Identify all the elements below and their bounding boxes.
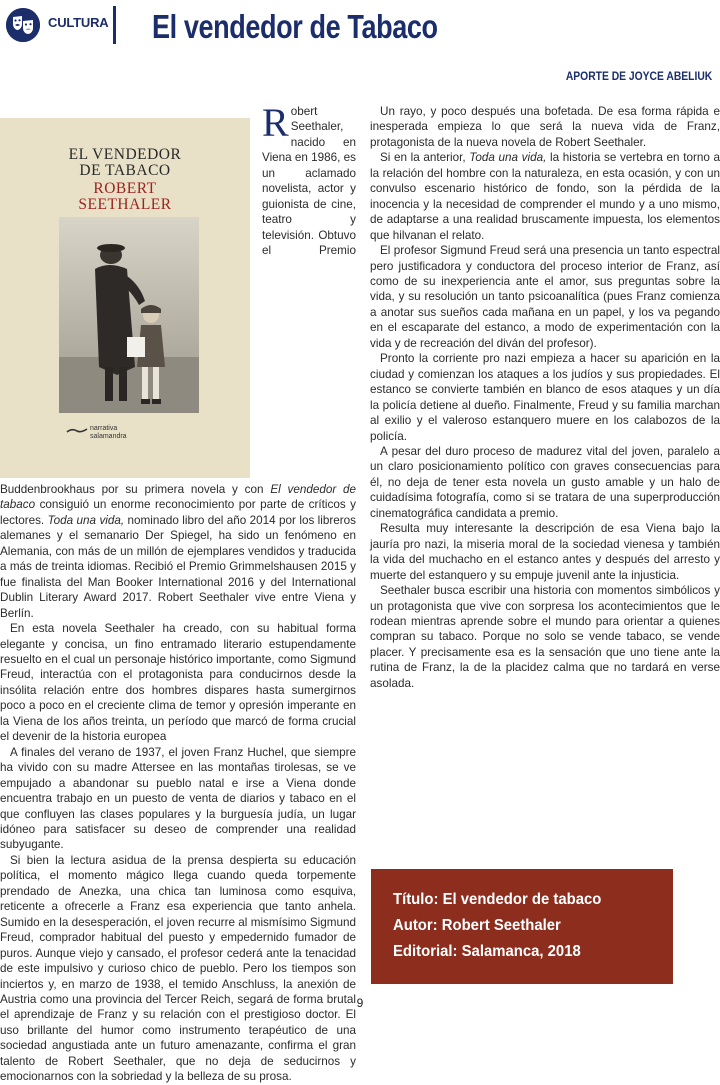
header-divider bbox=[113, 6, 116, 44]
article-paragraph: Pronto la corriente pro nazi empieza a hacer su aparición en la ciudad y comienzan los ataques a los judíos y sus propiedades. El estanco se convierte también en blanco de esos ataques y un día la policía detiene al dueño. Finalmente, Freud y su familia marchan al exilio y el valeroso estanquero muere en los calabozos de la policía. bbox=[370, 352, 720, 443]
cover-author: ROBERT SEETHALER bbox=[78, 180, 172, 213]
cover-photo bbox=[59, 217, 199, 413]
imprint-series: narrativa bbox=[90, 425, 118, 432]
book-publisher-info: Editorial: Salamanca, 2018 bbox=[393, 943, 581, 960]
book-cover-image bbox=[0, 118, 250, 478]
section-label: CULTURA bbox=[48, 15, 109, 30]
article-column-left bbox=[0, 100, 357, 1084]
book-author-info: Autor: Robert Seethaler bbox=[393, 917, 561, 934]
article-paragraph: El profesor Sigmund Freud será una presencia un tanto espectral pero justificadora y conductora del proceso interior de Franz, así como de su inexperiencia ante el amor, sus preguntas sobre la vida, y su resolución un tanto psicoanalítica (pues Franz comienza a anotar sus sueños cada mañana en un papel, y los va pegando en el escaparate del estanco, a modo de experimentación con la vida y de recreación del diván del profesor). bbox=[370, 244, 720, 350]
page-number: 9 bbox=[356, 996, 364, 1010]
article-paragraph: Si en la anterior, Toda una vida, la historia se vertebra en torno a la relación del hombre con la naturaleza, en esta ocasión, y con un convulso escenario histórico de fondo, son la pérdida de la inocencia y la necesidad de comprender el mundo y a uno mismo, de adaptarse a una realidad bruscamente impuesta, los elementos que hilvanan el relato. bbox=[370, 151, 720, 242]
article-paragraph: Resulta muy interesante la descripción de esa Viena bajo la jauría pro nazi, la miseria moral de la sociedad vienesa y también la vida del muchacho en el estanco antes y después del arresto y muerte del estanquero y su empuje juvenil ante la injusticia. bbox=[370, 522, 720, 582]
book-title-info: Título: El vendedor de tabaco bbox=[393, 891, 602, 908]
book-info-box bbox=[371, 869, 673, 984]
article-column-right bbox=[370, 104, 720, 864]
article-paragraph: En esta novela Seethaler ha creado, con su habitual forma elegante y concisa, un fino entramado literario estupendamente resuelto en el cual un personaje histórico importante, como Sigmund Freud, interactúa con el protagonista para conducirnos desde la insólita relación entre dos hombres dispares hasta sumergirnos poco a poco en el creciente clima de temor y opresión imperante en la Viena de los años treinta, un período que marcó de forma crucial el devenir de la historia europea bbox=[0, 622, 356, 744]
article-paragraph: A finales del verano de 1937, el joven Franz Huchel, que siempre ha vivido con su madre Attersee en las montañas tirolesas, se ve empujado a abandonar su pueblo natal e irse a Viena donde encuentra trabajo en un puesto de venta de diarios y tabaco en el que confluyen las clases populares y la burguesía judía, un lugar idóneo para satisfacer su deseo de comprender una realidad subyugante. bbox=[0, 745, 356, 852]
article-paragraph: Seethaler busca escribir una historia con momentos simbólicos y un protagonista que vive con sorpresa los acontecimientos que le rodean mientras aprende sobre el mundo para orientar a quienes compran su tabaco. Porque no solo se vende tabaco, se vende placer. Y precisamente esa es la sensación que uno tiene ante la rutina de Franz, la de la placidez calma que no tardará en verse asolada. bbox=[370, 584, 720, 690]
cover-title: EL VENDEDOR DE TABACO bbox=[68, 146, 182, 179]
drop-cap: R bbox=[262, 100, 289, 145]
theater-masks-icon bbox=[6, 8, 40, 42]
article-paragraph: Robert Seethaler, nacido en Viena en 1986, es un aclamado novelista, actor y guionista de cine, teatro y televisión. Obtuvo el Premio Buddenbrookhaus por su primera novela y con El vendedor de tabaco consiguió un enorme reconocimiento por parte de críticos y lectores. Toda una vida, nominado libro del año 2014 por los libreros alemanes y el semanario Der Spiegel, ha sido un fenómeno en Alemania, con más de un millón de ejemplares vendidos y traducida a más de treinta idiomas. Recibió el Premio Grimmelshausen 2015 y fue finalista del Man Booker International 2016 y del International Dublin Literary Award 2017. Robert Seethaler vive entre Viena y Berlín. bbox=[0, 100, 357, 620]
article-paragraph: Un rayo, y poco después una bofetada. De esa forma rápida e inesperada empieza lo que será la nueva vida de Franz, protagonista de la nueva novela de Robert Seethaler. bbox=[370, 105, 720, 149]
contributor-credit: APORTE DE JOYCE ABELIUK bbox=[565, 69, 712, 83]
imprint-publisher: salamandra bbox=[90, 433, 127, 440]
article-paragraph: Si bien la lectura asidua de la prensa despierta su educación política, el momento mágico llega cuando queda torpemente prendado de Anezka, una chica tan luminosa como esquiva, reticente a ofrecerle a Franz esa experiencia que tanto anhela. Sumido en la desesperación, el joven recurre al mismísimo Sigmund Freud, comprador habitual del puesto y empedernido fumador de puros. Aunque viejo y cansado, el profesor cederá ante la tenacidad de este impulsivo y curioso chico de pueblo. Pero los tiempos son inciertos y, en marzo de 1938, el temido Anschluss, la anexión de Austria como una provincia del Tercer Reich, segará de forma brutal el aprendizaje de Franz y su relación con el prestigioso doctor. El uso brillante del humor como instrumento terapéutico de una sociedad angustiada ante un futuro amenazante, confirma el gran talento de Robert Seethaler, que no deja de seducirnos y emocionarnos con la sobriedad y la belleza de su prosa. bbox=[0, 853, 356, 1084]
salamander-icon bbox=[66, 426, 88, 436]
publisher-imprint bbox=[90, 425, 160, 441]
article-paragraph: A pesar del duro proceso de madurez vital del joven, paralelo a un claro posicionamiento político con graves consecuencias para él, no deja de tener esta novela un gusto amable y un halo de cuidadísima fotografía, como si se tratara de una superproducción cinematográfica candidata a premio. bbox=[370, 444, 720, 520]
page-title: El vendedor de Tabaco bbox=[152, 8, 438, 45]
